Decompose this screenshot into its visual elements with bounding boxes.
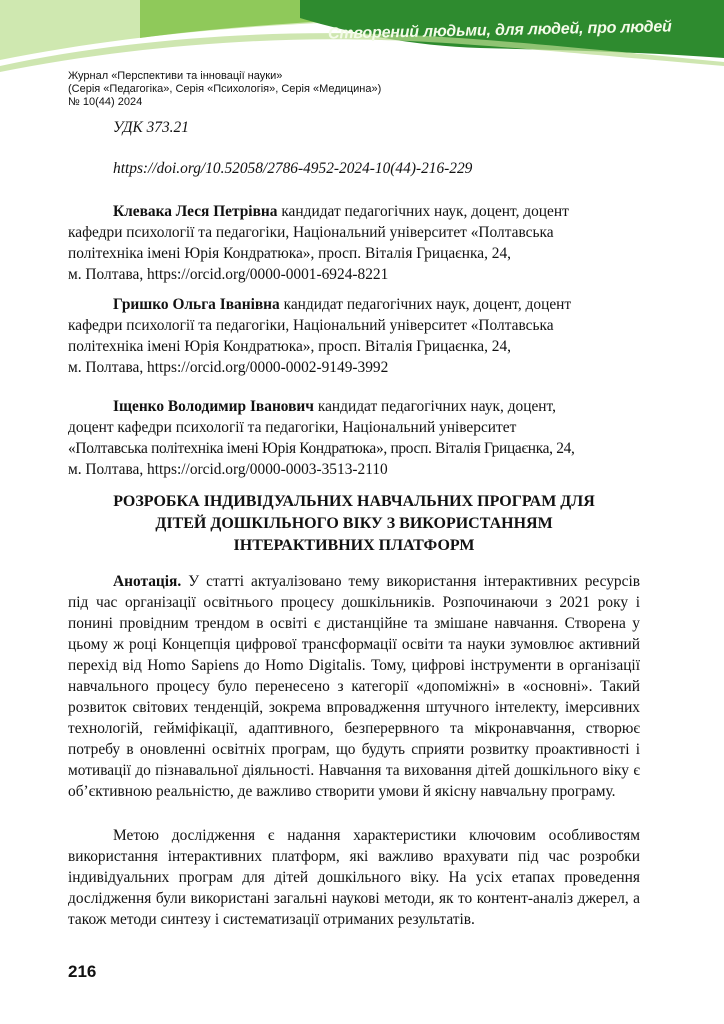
abstract-paragraph: Анотація. У статті актуалізовано тему використання інтерактивних ресурсів під час організації освітнього процесу дошкільників. Розпочинаючи з 2021 року і понині провідним трендом в освіті є дистанційне та змішане навчання. Створена у цьому ж році Концепція цифрової трансформації освіти та науки зумовлює активний перехід від Homo Sapiens до Homo Digitalis. Тому, цифрові інструменти в організації навчального процесу було перенесено з категорії «допоміжні» в «основні». Такий розвиток світових тенденцій, зокрема впровадження штучного інтелекту, імерсивних технологій, гейміфікації, адаптивного, безперервного та мікронавчання, створює потребу в оновленні освітніх програм, що будуть сприяти розвитку проактивності і мотивації до пізнавальної діяльності. Навчання та виховання дітей дошкільного віку є об’єктивною реальністю, де важливо створити умови й якісну навчальну програму. (68, 573, 640, 800)
journal-slogan: Створений людьми, для людей, про людей (328, 18, 673, 43)
page-number: 216 (68, 962, 97, 981)
author-name: Клевака Леся Петрівна (113, 203, 278, 220)
journal-issue: № 10(44) 2024 (68, 96, 143, 108)
author-block-2: Гришко Ольга Іванівна кандидат педагогічних наук, доцент, доцент кафедри психології та педагогіки, Національний університет «Полтавська політехніка імені Юрія Кондратюка», просп. Віталія Грицаєнка, 24, м. Полтава, https://orcid.org/0000-0002-9149-3992 (68, 294, 640, 378)
author-orcid: м. Полтава, https://orcid.org/0000-0003-3513-2110 (68, 461, 388, 478)
journal-series: (Серія «Педагогіка», Серія «Психологія», Серія «Медицина») (68, 83, 382, 95)
author-name: Гришко Ольга Іванівна (113, 296, 280, 313)
author-block-3: Іщенко Володимир Іванович кандидат педагогічних наук, доцент, доцент кафедри психології та педагогіки, Національний університет «Полтавська політехніка імені Юрія Кондратюка», просп. Віталія Грицаєнка, 24, м. Полтава, https://orcid.org/0000-0003-3513-2110 (68, 396, 640, 480)
abstract-paragraph-2: Метою дослідження є надання характеристики ключовим особливостям використання інтерактивних платформ, які важливо врахувати під час розробки індивідуальних програм для дітей дошкільного віку. На усіх етапах проведення дослідження були використані загальні наукові методи, як то контент-аналіз джерел, а також методи синтезу і систематизації отриманих результатів. (68, 827, 640, 928)
udk-code: УДК 373.21 (113, 119, 189, 136)
author-orcid: м. Полтава, https://orcid.org/0000-0001-6924-8221 (68, 266, 389, 283)
author-orcid: м. Полтава, https://orcid.org/0000-0002-9149-3992 (68, 359, 389, 376)
journal-info (68, 70, 628, 109)
journal-title: Журнал «Перспективи та інновації науки» (68, 70, 283, 82)
author-name: Іщенко Володимир Іванович (113, 398, 314, 415)
doi-link[interactable]: https://doi.org/10.52058/2786-4952-2024-10(44)-216-229 (113, 160, 473, 177)
abstract-label: Анотація. (113, 573, 182, 590)
article-title: РОЗРОБКА ІНДИВІДУАЛЬНИХ НАВЧАЛЬНИХ ПРОГРАМ ДЛЯ ДІТЕЙ ДОШКІЛЬНОГО ВІКУ З ВИКОРИСТАННЯМ ІНТЕРАКТИВНИХ ПЛАТФОРМ (113, 493, 595, 554)
author-block-1: Клевака Леся Петрівна кандидат педагогічних наук, доцент, доцент кафедри психології та педагогіки, Національний університет «Полтавська політехніка імені Юрія Кондратюка», просп. Віталія Грицаєнка, 24, м. Полтава, https://orcid.org/0000-0001-6924-8221 (68, 201, 640, 285)
